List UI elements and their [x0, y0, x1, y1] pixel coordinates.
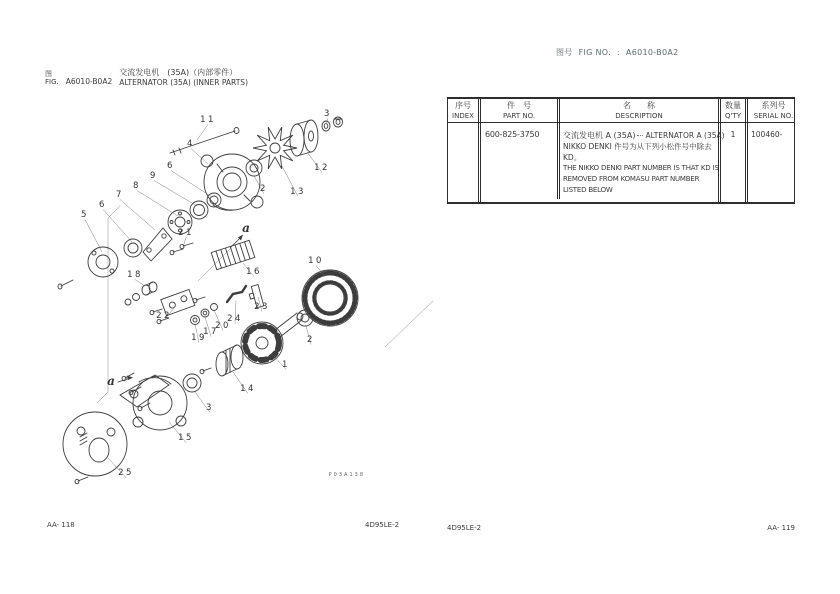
intro-note-line: LISTED BELOW [563, 186, 613, 194]
callout-number: 9 [150, 171, 158, 181]
callout-number: 3 [324, 109, 332, 119]
left-page-number: AA- 118 [47, 521, 75, 529]
fig-number: A6010-B0A2 [65, 76, 113, 86]
callout-number: 4 [187, 139, 195, 149]
callout-number: 14 [240, 384, 256, 394]
intro-qty-cell [718, 123, 745, 202]
part-stator [302, 270, 358, 326]
right-model-code: 4D95LE-2 [447, 524, 482, 532]
intro-desc-en: ALTERNATOR A (35A) [645, 131, 725, 140]
header-desc-en: DESCRIPTION [615, 112, 663, 120]
callout-number: 18 [127, 270, 143, 280]
section-label: a [242, 221, 250, 235]
header-part-en: PART NO. [502, 112, 536, 120]
intro-serial: 100460- [751, 130, 783, 139]
intro-note-line: REMOVED FROM KOMASU PART NUMBER [563, 175, 700, 183]
callout-leader [85, 220, 102, 253]
part-washer-nut [322, 117, 343, 131]
header-index [448, 99, 478, 122]
callout-number: 10 [308, 256, 324, 266]
header-desc-cn: 名 称 [623, 101, 655, 110]
part-rear-bracket [120, 373, 187, 430]
header-qty [718, 99, 745, 122]
header-description [557, 99, 718, 122]
callout-leader [184, 238, 186, 245]
part-rotor [241, 313, 303, 364]
callout-number: 7 [116, 190, 124, 200]
table-intro-row [448, 123, 794, 202]
intro-notes [563, 141, 719, 196]
part-bearing-front [246, 160, 262, 176]
header-part-no [478, 99, 557, 122]
fig-label [45, 70, 59, 86]
callout-leader [120, 200, 155, 231]
callout-leader [197, 125, 208, 141]
callout-number: 25 [118, 468, 134, 478]
figure-caption [45, 68, 248, 88]
intro-note-line: KD。 [563, 153, 582, 162]
callout-number: 21 [178, 228, 194, 238]
part-retainer-rear [183, 368, 211, 392]
section-label: a [107, 374, 115, 388]
left-model-code: 4D95LE-2 [365, 521, 400, 529]
part-slip-ring [216, 345, 243, 376]
part-bush [125, 282, 157, 305]
table-body [448, 123, 794, 202]
leader-dots [637, 135, 643, 136]
fig-header-separator: : [616, 48, 620, 57]
callout-number: 15 [178, 433, 194, 443]
part-regulator-screws [170, 243, 193, 255]
intro-index-cell [448, 123, 478, 202]
callout-number: 16 [246, 267, 262, 277]
intro-part-no: 600-825-3750 [485, 130, 540, 139]
fig-label-en: FIG. [45, 78, 59, 86]
part-pulley [290, 120, 318, 156]
callout-leader [171, 171, 212, 198]
intro-note-line: THE NIKKO DENKI PART NUMBER IS THAT KD IS [563, 164, 719, 172]
header-qty-cn: 数量 [725, 101, 741, 110]
callout-number: 11 [200, 115, 216, 125]
right-page-number: AA- 119 [767, 524, 795, 532]
header-serial-cn: 系列号 [761, 101, 786, 110]
fig-header [556, 47, 685, 58]
callout-number: 22 [156, 311, 172, 321]
intro-qty: 1 [730, 130, 736, 139]
part-connect-bar [227, 286, 246, 302]
callout-number: 8 [133, 181, 141, 191]
header-index-cn: 序号 [455, 101, 471, 110]
header-qty-en: Q'TY [725, 112, 741, 120]
intro-desc-cell [557, 123, 725, 199]
callout-number: 24 [227, 314, 243, 324]
table-header-row [448, 99, 794, 123]
part-through-bolt [170, 128, 239, 156]
callout-leader-lines [85, 119, 328, 478]
callout-leader [154, 181, 197, 207]
parts-table [447, 97, 795, 204]
callout-leader [191, 149, 208, 165]
intro-note-line: NIKKO DENKI 件号为从下列小松件号中除去 [563, 142, 712, 151]
callout-number: 20 [215, 321, 231, 331]
callout-number: 5 [81, 210, 89, 220]
intro-part-no-cell [478, 123, 557, 202]
fig-title-cn: 交流发电机 (35A)（内部零件） [119, 68, 238, 77]
header-serial [745, 99, 799, 122]
exploded-parts-diagram [45, 100, 435, 490]
header-part-cn: 件 号 [507, 101, 531, 110]
section-arrow-top [231, 235, 243, 248]
callout-number: 2 [260, 184, 268, 194]
part-small-hardware [191, 297, 218, 325]
fig-title-en: ALTERNATOR (35A) (INNER PARTS) [119, 78, 248, 87]
header-serial-en: SERIAL NO. [753, 112, 794, 120]
fig-header-label-cn: 图号 [556, 48, 573, 57]
callout-leader [103, 210, 132, 243]
fig-label-cn: 图 [45, 70, 52, 78]
callout-number: 23 [254, 302, 270, 312]
header-index-en: INDEX [452, 112, 474, 120]
fig-header-label-en: FIG NO. [578, 48, 611, 57]
plate-code: P03A138 [328, 472, 365, 478]
intro-desc-cn: 交流发电机 A (35A) [563, 131, 636, 140]
callout-number: 1 [282, 360, 290, 370]
callout-number: 2 [307, 335, 315, 345]
callout-leader [135, 280, 145, 287]
intro-serial-cell [745, 123, 799, 202]
callout-number: 19 [191, 333, 207, 343]
callout-number: 3 [206, 403, 214, 413]
exploded-diagram-svg [45, 100, 435, 490]
callout-number: 6 [167, 161, 175, 171]
callout-number: 17 [203, 327, 219, 337]
fig-title [119, 68, 248, 88]
callout-number: 6 [99, 200, 107, 210]
callout-number: 13 [290, 187, 306, 197]
callout-leader [137, 191, 178, 217]
fig-header-value: A6010-B0A2 [625, 48, 679, 57]
callout-number: 12 [314, 163, 330, 173]
